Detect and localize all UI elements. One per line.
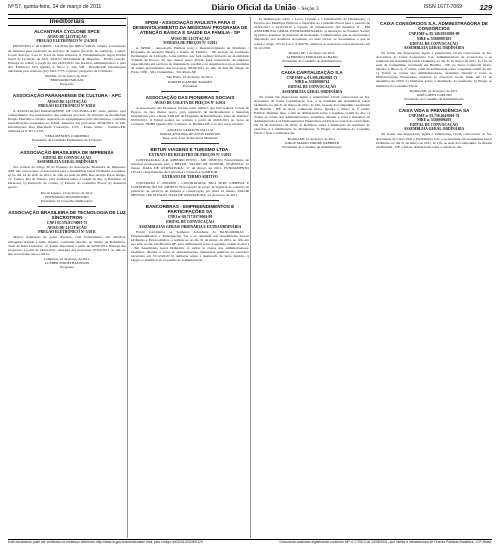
notice-subtitle: EDITAL DE CONVOCAÇÃO ASSEMBLEIA GERAL ORDINÁRIA <box>281 85 343 94</box>
issn: ISSN 1677-7069 <box>423 4 462 10</box>
separator <box>38 206 96 207</box>
notice-body: CONTRATADA: A.R. RIBEIRO PINTO - ME. OBJETO: Fornecimento de material promocional para a BBTUR. VALOR: R$ 32.000,00. VIGÊNCIA: 12 meses. DATA DE ASSINATURA: 17 de março de 2011. FUNDAMENTO LEGAL: Regulamento de Licitações e Contratos da BBTUR. <box>131 158 249 175</box>
column-divider <box>250 17 251 538</box>
notice-cnpj: CNPJ/MF n. 03.730.204/0001-76 NIRE n. 53300006203 <box>408 114 460 123</box>
notice-title: ALCANTARA CYCLONE SPCE <box>34 29 100 35</box>
separator <box>406 17 462 18</box>
notice-body: A SPDM - Associação Paulista para o Desenvolvimento da Medicina / Programa de Atenção Básica e Saúde da Família - SP, através da Comissão Permanente de Licitação, torna público que fará realizar licitação na modalidade Tomada de Preços, do tipo menor preço global, para contratação de empresa especializada em serviços de manutenção predial e de engenharia para as unidades de saúde. Recebimento das propostas: 08/04/2011 às 10h, na Rua Dr. Diogo de Faria, 1036 - Vila Clementino - São Paulo-SP. <box>131 45 249 75</box>
notice-cnpj: CNPJ nº 00.717.957/0001-99 <box>167 215 213 220</box>
notice-body: Na forma das disposições legais e estatutárias, ficam convocados os Srs. Acionistas da Caixa Capitalização S.A. a se reunirem em Assembleia Geral Ordinária, no dia 31 de março de 2011, às 10h, na sede da Companhia, localizada em Brasília - DF, no Setor Comercial Norte, Quadra 1, Bloco A, 5º andar, Edifício Number One, a fim de deliberarem sobre a seguinte ordem do dia: 1) Tomar as contas dos Administradores, examinar, discutir e votar o Relatório da Administração e as Demonstrações Financeiras relativas ao exercício social findo em 31 de dezembro de 2010; 2) Deliberar sobre a destinação do resultado do exercício e a distribuição de dividendos; 3) Eleger os membros do Conselho Fiscal e fixar a remuneração. <box>254 94 370 136</box>
section-label: - Seção 3 <box>298 6 319 12</box>
section-title: Ineditoriais <box>8 18 126 26</box>
notice-body: A Associação das Pioneiras Sociais torna público que fará realizar Coleta de Preços, do tipo menor preço, para aquisição de medicamentos e materiais hospitalares para a Rede SARAH de Hospitais de Reabilitação. Data de abertura: 05/04/2011. O Edital poderá ser retirado a partir de 24/03/2011 no Setor de Compras, SMHS Quadra 501, Conjunto A, Brasília-DF, e no site www.sarah.br. <box>131 106 249 127</box>
column-1 <box>8 17 126 535</box>
footer-signature-note: Documento assinado digitalmente conforme MP nº 2.200-2 de 24/08/2001, que institui a Infraestrutura de Chaves Públicas Brasileira - ICP-Brasil. <box>279 540 492 544</box>
notice-subtitle: AVISO DE LICITAÇÃO PREGÃO ELETRÔNICO Nº 8/2011 <box>38 99 96 108</box>
separator <box>161 91 219 92</box>
column-2 <box>131 17 249 535</box>
notice-title: CAIXA VIDA E PREVIDÊNCIA SA <box>398 107 470 113</box>
separator <box>406 104 462 105</box>
notice-title: ASSOCIAÇÃO DAS PIONEIRAS SOCIAIS <box>145 94 235 100</box>
notice-body: Ficam convidados os Senhores Acionistas da BANCORBRÁS - Empreendimentos e Participações SA a se reunirem em Assembleias Gerais Ordinária e Extraordinária, a realizar-se no dia 31 de março de 2011, às 10h, em sua sede social, em Brasília-DF, para deliberarem sobre a seguinte ordem do dia: I - Em Assembleia Geral Ordinária: a) tomar as contas dos administradores, examinar, discutir e votar as demonstrações financeiras relativas ao exercício encerrado em 31/12/2010; b) deliberar sobre a destinação do lucro líquido; c) eleger os membros do Conselho de Administração. <box>131 229 249 263</box>
notice-body: Objeto: Aquisição de gases diversos, com fornecimento em cilindros, nitrogênio líquido e hélio líquido, conforme descrito no Termo de Referência. Total de Itens Licitados: 12. Edital disponível a partir de 24/03/2011. Entrega das propostas: a partir de 24/03/2011. Abertura das propostas: 07/04/2011, às 10h, no site www.licitacoes-e.com.br. <box>8 235 126 256</box>
notice-signature: Rio de Janeiro, 16 de março de 2011. FERNANDO SEGISMUNDO Presidente do Conselho Deliberativo <box>40 190 94 203</box>
notice-subtitle: EDITAL DE CONVOCAÇÃO ASSEMBLEIAS GERAIS ORDINÁRIA E EXTRAORDINÁRIA <box>138 220 242 229</box>
notice-signature: ANGELO GAROUTE DA LUZ MARIA ANTONIA DE ASSIS MARTINS Resp. pela Área de Recursos Materiais <box>159 127 221 140</box>
notice-body: CONTRATO nº 009/2008 - CONTRATADA: HIGI SERV LIMPEZA E CONSERVAÇÃO SA. OBJETO: Prorrogação do prazo de vigência do contrato de prestação de serviços de limpeza e conservação por mais 12 meses. VALOR MENSAL: R$ 18.654,93. DATA DE ASSINATURA: 21 de março de 2011. <box>131 180 249 197</box>
notice-signature: Brasília-DF, 1 de março de 2011. ALFREDO LEOPOLDO ALBANO Presidente do Conselho de Administração <box>282 50 342 63</box>
notice-signature: Brasília-DF, 21 de março de 2011. JORGE MARIO SIROKE PABBRER Presidente do Conselho de Administração <box>282 136 342 149</box>
notice-signature: São Paulo, 23 de março de 2011. ROBERTO ANDRÉ SOARES Presidente <box>166 75 214 88</box>
notice-subtitle: EDITAL DE CONVOCAÇÃO ASSEMBLEIA GERAL ORDINÁRIA <box>403 41 465 50</box>
notice-body: PROCESSO nº 201100007 - LICITAÇÃO IDB nº 549/21. Objeto: Contratação de empresa para prestação de serviços de segura (locação de veículos), a saber: Local: Serviço: Lote II. Total de Itens licitados: 8. Fundamentação legal: Norma Geral de Licitação da ACS. Motivo: Modalidade de Dispensa - Forma cotação. Entrega do edital: a partir do dia 24/03/2011 em horários administrativos e pelo site. Endereço: SCS Quadra 2, bloco C, sala 508 - Brasília-DF. Informações adicionais pelo telefone (61) 3410 7775. Contato: pregoeiro da Comissão. <box>8 44 126 74</box>
separator <box>161 200 219 201</box>
notice-title: SPDM - ASSOCIAÇÃO PAULISTA PARA O DESENVOLVIMENTO DA MEDICINA/ PROGRAMA DE ATENÇÃO BÁSICA E SAÚDE DA FAMÍLIA - SP <box>132 20 248 36</box>
page-number: 129 <box>479 2 492 12</box>
notice-subtitle: EDITAL DE CONVOCAÇÃO ASSEMBLEIA GERAL ORDINÁRIA <box>403 123 465 132</box>
page-footer <box>8 539 492 550</box>
notice-body: Nos termos do artigo 39 do Estatuto da Associação Brasileira de Imprensa-ABI, são convocados os associados para a Assembleia Geral Ordinária, a realizar-se no dia 14 de abril de 2011, às 14h, na sede da ABI, Rua Araújo Porto Alegre, 71, Centro, Rio de Janeiro, para deliberar sobre a ordem do dia: a) Relatório da Diretoria; b) Prestação de contas; c) Parecer do Conselho Fiscal; d) Assuntos gerais. <box>8 164 126 190</box>
journal-name: Diário Oficial da União <box>211 2 297 12</box>
notice-title: ASSOCIAÇÃO PARANAENSE DE CULTURA - APC <box>12 93 122 99</box>
notice-subtitle: AVISO DE LICITAÇÃO TOMADA DE PREÇOS Nº 1/2011 <box>162 36 218 45</box>
notice-subtitle: EXTRATO DE REGISTRO DE PREÇOS Nº 1/2011 <box>148 152 231 157</box>
separator <box>38 89 96 90</box>
notice-signature: Brasília, 22 de março de 2011. BERNARDO MILANI Pregoeiro <box>45 74 89 87</box>
notice-subtitle: EXTRATO DE TERMO ADITIVO <box>162 175 218 180</box>
notice-body: b) Deliberação sobre o Lucro Líquido e a Distribuição de Dividendos; c) Eleição dos Membros Efetivos e Suplentes do Conselho Fiscal para o período de 01/04/2011 a 31/03/2012 e fixação da remuneração dos mesmos. II - EM ASSEMBLEIA GERAL EXTRAORDINÁRIA: a) Alteração do Estatuto Social; b) Outros assuntos de interesse da Sociedade. Comunicamos que se encontram à disposição dos Senhores Acionistas, na sede social, os documentos a que se refere o artigo 133 da Lei nº 6.404/76, relativos ao exercício social encerrado em 31/12/2010. <box>254 17 370 50</box>
notice-body: Na forma das disposições legais e estatutárias, ficam convocados os Srs. Acionistas da Caixa Vida e Previdência S.A. a se reunirem em Assembleia Geral Ordinária, no dia 31 de março de 2011, às 15h, na sede da Companhia, localizada em Brasília - DF, a fim de deliberarem sobre a ordem do dia. <box>376 132 492 149</box>
footer-verification: Este documento pode ser verificado no endereço eletrônico http://www.in.gov.br/autenticidade.html, pelo código 00032011032400129 <box>8 540 203 544</box>
notice-subtitle: AVISO DE COLETA DE PREÇOS Nº 3/2011 <box>154 100 226 105</box>
separator <box>161 143 219 144</box>
header-rule <box>8 14 492 15</box>
notice-body: Na forma das disposições legais e estatutárias, ficam convocados os Srs. Acionistas da Caixa Consórcios S.A. Administradora de Consórcios a se reunirem em Assembleia Geral Ordinária, no dia 31 de março de 2011, às 11h, na sede da Companhia, localizada em Brasília - DF, no Setor Comercial Norte, Quadra 1, Bloco A, 5º andar, a fim de deliberarem sobre a seguinte ordem do dia: 1) Tomar as contas dos Administradores, examinar, discutir e votar as Demonstrações Financeiras relativas ao exercício social findo em 31 de dezembro de 2010; 2) Deliberar sobre a destinação do resultado; 3) Eleger os membros do Conselho Fiscal. <box>376 50 492 88</box>
notice-signature: Campinas, 22 de março de 2011. CLEBER SIDNEI BAUDSON Pregoeiro <box>43 256 91 270</box>
notice-subtitle: EDITAL DE CONVOCAÇÃO ASSEMBLEIA GERAL ORDINÁRIA <box>36 155 98 164</box>
notice-cnpj: CNPJ 01.576.817/0001-75 <box>46 221 88 226</box>
page-header <box>8 1 492 13</box>
notice-title: BBTUR VIAGENS E TURISMO LTDA. <box>150 146 230 152</box>
notice-title: BANCORBRÁS - EMPREENDIMENTOS E PARTICIPAÇÕES SA <box>145 203 235 215</box>
notice-cnpj: CNPJ/MF n. 05.349.595/0001-09 NIRE n. 53300007491 <box>408 32 460 41</box>
notice-signature: VERA MENDES CORDEIRO Presidente da Comissão Permanente de Licitação <box>32 134 102 143</box>
notice-title: CAIXA CONSÓRCIOS S.A. ADMINISTRADORA DE CONSÓRCIOS <box>380 21 488 32</box>
notice-body: A ASSOCIAÇÃO PARANAENSE DE CULTURA-APC torna público para conhecimento dos interessados que realizará processo de licitação na modalidade Pregão Eletrônico. Objeto: aquisição de equipamentos para laboratórios, conforme especificações constantes no Edital. Abertura das propostas: 06/04/2011, às 10h. Informações: Rua Imaculada Conceição, 1155 - Prado Velho - Curitiba-PR. Telefone (41) 3271-2555. <box>8 108 126 134</box>
notice-subtitle: AVISO DE LICITAÇÃO PREGÃO ELETRÔNICO Nº 2/A/2011 <box>36 35 98 44</box>
column-divider <box>127 17 128 538</box>
edition-date: Nº 57, quinta-feira, 24 de março de 2011 <box>8 4 102 10</box>
notice-subtitle: AVISO DE LICITAÇÃO PREGÃO ELETRÔNICO Nº 3/2011 <box>38 226 96 235</box>
separator <box>284 66 340 67</box>
notice-signature: Brasília-DF, 21 de março de 2011. JOSÉ LOPES COELHO Presidente do Conselho de Administração <box>404 88 464 101</box>
notice-cnpj: CNPJ/MF n. 01.599.296/0001-71 NIRE n. 53300006734 <box>286 76 338 85</box>
column-3 <box>254 17 492 535</box>
journal-title <box>138 2 392 12</box>
notice-title: ASSOCIAÇÃO BRASILEIRA DE TECNOLOGIA DE LUZ SÍNCROTRON <box>8 209 126 220</box>
notice-title: CAIXA CAPITALIZAÇÃO S.A <box>281 70 343 76</box>
separator <box>38 146 96 147</box>
notice-title: ASSOCIAÇÃO BRASILEIRA DE IMPRENSA <box>20 149 114 155</box>
